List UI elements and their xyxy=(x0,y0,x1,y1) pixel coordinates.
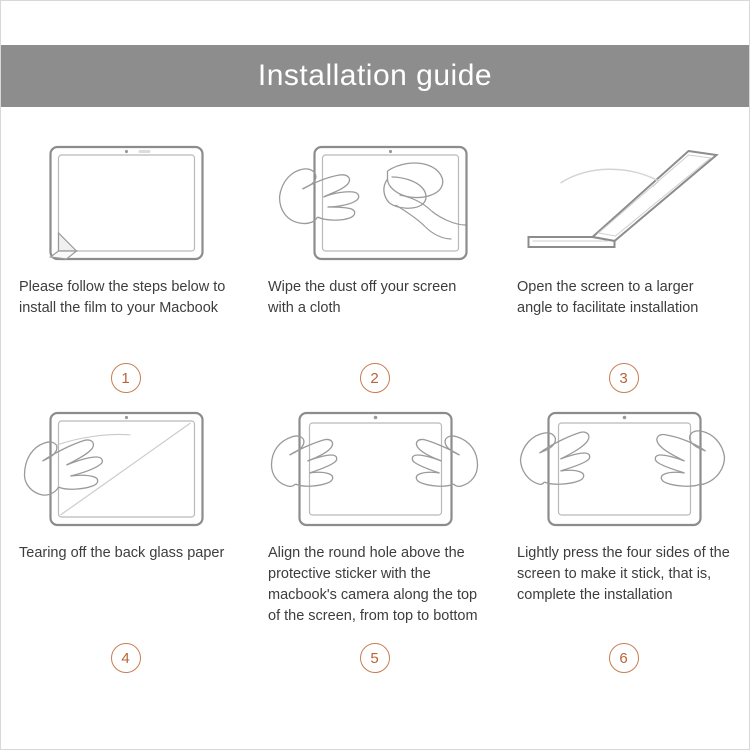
step-card-2 xyxy=(250,127,499,393)
step-card-3 xyxy=(499,127,748,393)
illustration-laptop-opened-wide-angle xyxy=(517,137,730,269)
header-banner xyxy=(1,45,749,107)
step-card-5 xyxy=(250,393,499,673)
step-number-4: 4 xyxy=(111,643,141,673)
illustration-two-hands-aligning-film-on-screen xyxy=(268,403,481,535)
step-card-6 xyxy=(499,393,748,673)
step-caption-1: Please follow the steps below to install the film to your Macbook xyxy=(19,279,226,316)
step-number-6: 6 xyxy=(609,643,639,673)
step-number-1: 1 xyxy=(111,363,141,393)
step-card-4 xyxy=(1,393,250,673)
step-caption-3: Open the screen to a larger angle to facilitate installation xyxy=(517,279,699,316)
illustration-macbook-screen-with-peeling-film xyxy=(19,137,232,269)
step-number-2: 2 xyxy=(360,363,390,393)
step-caption-2: Wipe the dust off your screen with a cloth xyxy=(268,279,457,316)
step-number-5: 5 xyxy=(360,643,390,673)
steps-grid xyxy=(1,127,749,673)
illustration-hand-peeling-back-paper xyxy=(19,403,232,535)
step-caption-4: Tearing off the back glass paper xyxy=(19,545,225,561)
page-title: Installation guide xyxy=(257,59,493,92)
step-caption-5: Align the round hole above the protective sticker with the macbook's camera along the top of the screen, from top to bottom xyxy=(268,545,478,624)
step-number-3: 3 xyxy=(609,363,639,393)
illustration-hand-wiping-screen-with-cloth xyxy=(268,137,481,269)
step-caption-6: Lightly press the four sides of the screen to make it stick, that is, complete the installation xyxy=(517,545,730,603)
step-card-1 xyxy=(1,127,250,393)
illustration-two-hands-pressing-film-edges xyxy=(517,403,730,535)
